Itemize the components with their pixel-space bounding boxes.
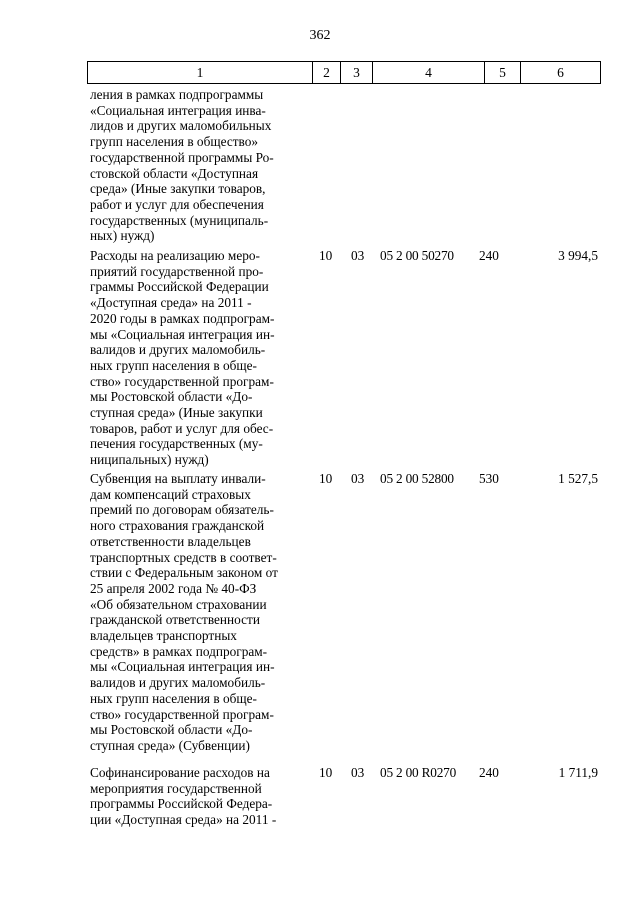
header-row	[88, 62, 601, 84]
subsection-code: 03	[351, 765, 365, 780]
amount: 3 994,5	[558, 248, 598, 263]
header-col-1: 1	[88, 62, 313, 84]
section-code: 10	[319, 248, 333, 263]
subsection-code: 03	[351, 471, 365, 486]
row-description: Расходы на реализацию меро- приятий государственной про- граммы Российской Федерации «Доступная среда» на 2011 - 2020 годы в рамках подпрограм- мы «Социальная интеграция ин- валидов и других маломобиль- ных групп населения в обще- ство» государственной програм- мы Ростовской области «До- ступная среда» (Иные закупки товаров, работ и услуг для обес- печения государственных (му- ниципальных) нужд)	[90, 248, 275, 468]
header-col-4: 4	[373, 62, 485, 84]
row-description: Субвенция на выплату инвали- дам компенсаций страховых премий по договорам обязатель- ного страхования гражданской ответственности владельцев транспортных средств в соответ- ствии с Федеральным законом от 25 апреля 2002 года № 40-ФЗ «Об обязательном страховании гражданской ответственности владельцев транспортных средств» в рамках подпрограм- мы «Социальная интеграция ин- валидов и других маломобиль- ных групп населения в обще- ство» государственной програм- мы Ростовской области «До- ступная среда» (Субвенции)	[90, 471, 278, 753]
expense-type-code: 240	[479, 248, 499, 263]
target-article-code: 05 2 00 50270	[380, 248, 454, 263]
subsection-code: 03	[351, 248, 365, 263]
amount: 1 711,9	[558, 765, 598, 780]
target-article-code: 05 2 00 R0270	[380, 765, 457, 780]
row-description: Софинансирование расходов на мероприятия государственной программы Российской Федера- ции «Доступная среда» на 2011 -	[90, 765, 277, 828]
row-description: ления в рамках подпрограммы «Социальная интеграция инва- лидов и других маломобильных групп населения в общество» государственной программы Ро- стовской области «Доступная среда» (Иные закупки товаров, работ и услуг для обеспечения государственных (муниципаль- ных) нужд)	[90, 87, 274, 244]
page-number: 362	[309, 28, 331, 43]
section-code: 10	[319, 471, 333, 486]
expense-type-code: 240	[479, 765, 499, 780]
target-article-code: 05 2 00 52800	[380, 471, 454, 486]
table-header	[87, 61, 601, 84]
header-col-5: 5	[485, 62, 521, 84]
expense-type-code: 530	[479, 471, 499, 486]
section-code: 10	[319, 765, 333, 780]
header-col-6: 6	[521, 62, 601, 84]
amount: 1 527,5	[558, 471, 598, 486]
header-col-3: 3	[341, 62, 373, 84]
header-col-2: 2	[313, 62, 341, 84]
